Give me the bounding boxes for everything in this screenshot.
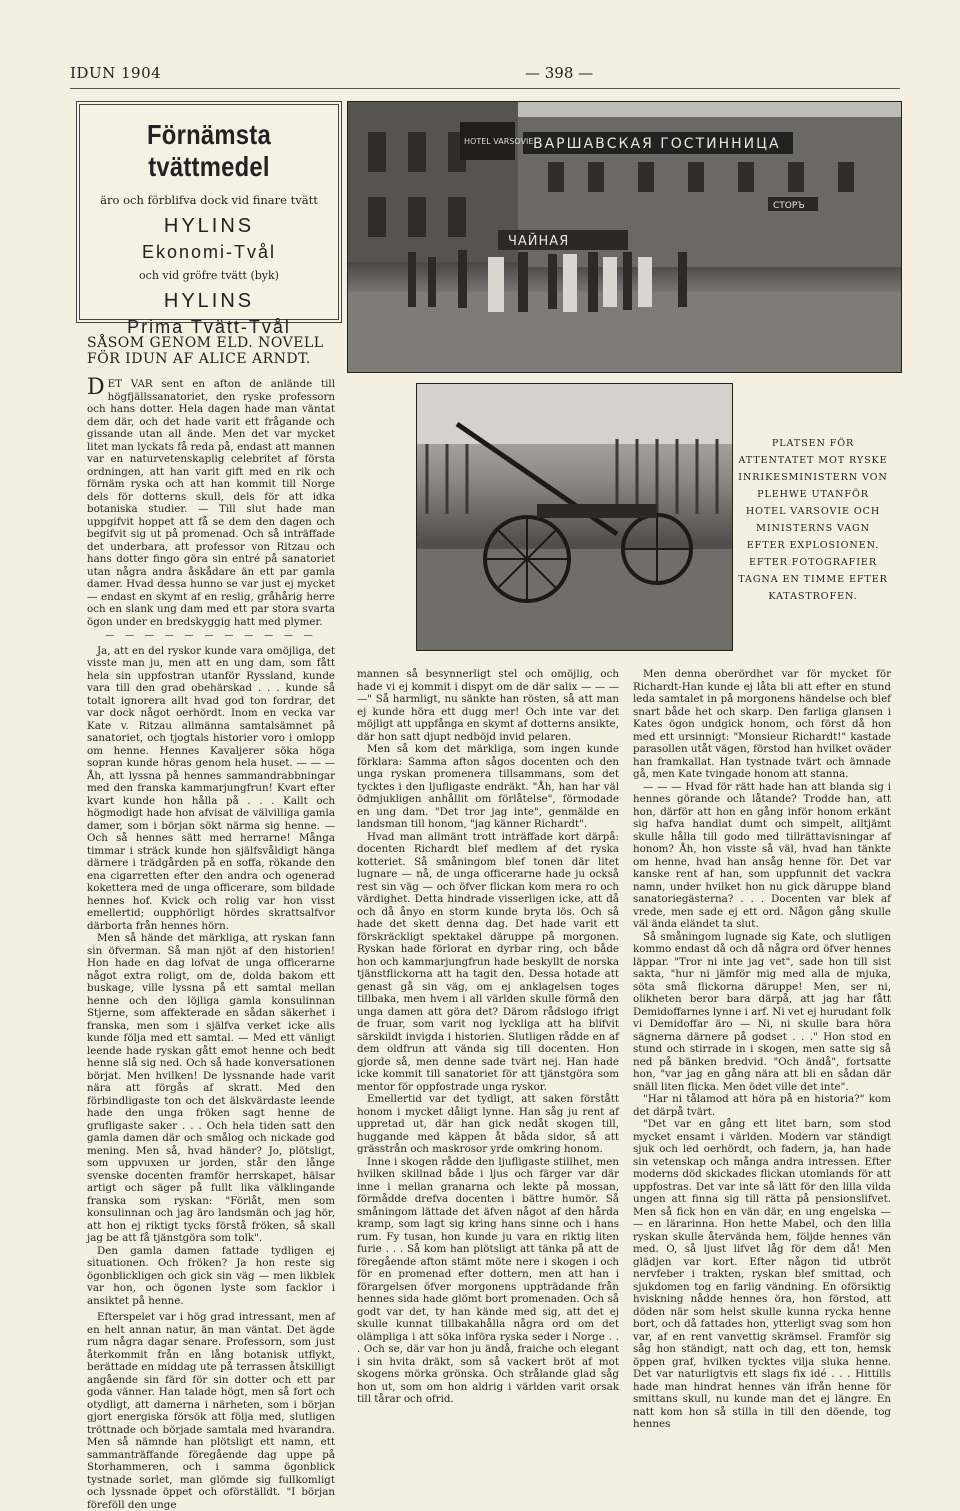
col1-p5: Efterspelet var i hög grad intressant, men af en helt annan natur, än man väntat. Det ägde rum några dagar senare. Professorn, som just återkommit från en lång botanisk utflykt, berättade en middag ute på terrassen åtskilligt angående sin färd för sin dotter och ett par goda vänner. Han talade högt, men så fort och otydligt, att damerna i närheten, som i början gjort energiska försök att följa med, slutligen tröttnade och började samtala med hvarandra. Men så nämnde han plötsligt ett namn, ett sammanträffande föregående dag uppe på Storhammeren, och i samma ögonblick tystnade sorlet, man glömde sig fullkomligt och lyssnade öppet och oförställdt. "I början föreföll den unge (87, 1311, 335, 1511)
page-number: — 398 — (525, 64, 594, 82)
col3-p3: Så småningom lugnade sig Kate, och slutligen kommo endast då och då några ord öfver hennes läppar. "Tror ni inte jag vet", sade hon till sist sakta, "hur ni jämför mig med alla de mjuka, söta små flickorna däruppe! Men, ser ni, olikheten beror bara därpå, att jag har fått Demidoffarnes lynne i arf. Ni vet ej hurudant folk vi Demidoffar äro — Ni, ni skulle bara höra sägnerna därnere på godset . . ." Hon stod en stund och stirrade in i skogen, men satte sig så ned på bänken bredvid. "Och ändå", fortsatte hon, "var jag en gång nära att bli en sådan där snäll liten flicka. Men ödet ville det inte". (633, 930, 891, 1093)
ad-connector: och vid gröfre tvätt (byk) (139, 269, 279, 282)
drop-cap: D (87, 375, 105, 400)
section-divider: — — — — — — — — — — — (105, 631, 317, 641)
story-title: SÅSOM GENOM ELD. NOVELL FÖR IDUN AF ALICE ARNDT. (87, 335, 324, 367)
col2-p2: Men så kom det märkliga, som ingen kunde förklara: Samma afton sågos docenten och den unga ryskan promenera tillsammans, som det tycktes i den ljufligaste endräkt. "Åh, han har väl ödmjukligen anhållit om förlåtelse", förmodade en ung dam. "Det tror jag inte", genmälde en landsman till honom, "jag känner Richardt". (357, 743, 619, 830)
ad-product-2: Prima Tvätt-Tvål (127, 317, 291, 337)
page-header (70, 64, 900, 86)
header-rule (70, 88, 900, 89)
hotel-street-photo (347, 101, 902, 373)
ad-brand-1: HYLINS (163, 215, 255, 237)
col1-p4: Den gamla damen fattade tydligen ej situationen. Och fröken? Ja hon reste sig ögonblickligen och gick sin väg — men likblek var hon, och ögonen lyste som facklor i ansiktet på henne. (87, 1244, 335, 1307)
hotel-street-illustration (348, 102, 901, 372)
text-column-1 (87, 375, 335, 1511)
col3-p2: — — — Hvad för rätt hade han att blanda sig i hennes görande och låtande? Trodde han, att hon, därför att hon en gång inför honom erkänt sig hafva handlat dumt och simpelt, alltjämt skulle hålla till godo med tillrättavisningar af honom? Åh, hon visste så väl, hvad han tänkte om henne, hvad han ansåg henne för. Det var kanske rent af han, som uppfunnit det vackra namn, under hvilket hon nu gick däruppe bland sanatoriegästerna? . . . Docenten var blek af vrede, men sade ej ett ord. Någon gång skulle väl ända eländet ta slut. (633, 780, 891, 930)
carriage-illustration (417, 384, 732, 650)
sign-chainaya: ЧАЙНАЯ (508, 234, 570, 249)
photo-caption: PLATSEN FÖR ATTENTATET MOT RYSKE INRIKESMINISTERN VON PLEHWE UTANFÖR HOTEL VARSOVIE OCH MINISTERNS VAGN EFTER EXPLOSIONEN. EFTER FOTOGRAFIER TAGNA EN TIMME EFTER KATASTROFEN. (738, 438, 888, 602)
text-column-3 (633, 668, 891, 1431)
col2-p4: Emellertid var det tydligt, att saken förstått honom i mycket dåligt lynne. Han såg ju rent af uppretad ut, där han gick nedåt skogen till, huggande med käppen åt båda sidor, så att grässtrån och maskrosor yrde omkring honom. (357, 1093, 619, 1155)
ad-brand-2: HYLINS (163, 290, 255, 312)
col1-p1: ET VAR sent en afton de anlände till högfjällssanatoriet, den ryske professorn och hans dotter. Hela dagen hade man väntat dem där, och det hade varit ett frågande och gissande utan all ände. Men det var mycket litet man lyckats få reda på, endast att mannen var en naturvetenskaplig celebritet af första ordningen, att han varit gift med en rik och förnäm ryska och att han kommit till Norge dels för dotterns skull, dels för att idka botaniska studier. — Till slut hade man uppgifvit hoppet att få se dem den dagen och begifvit sig ut på promenad. Och så inträffade det underbara, att professor von Ritzau och hans dotter fingo göra sin entré på sanatoriet utan några andra åskådare än ett par gamla damer. Hvad dessa hunno se var just ej mycket — endast en skymt af en reslig, gråhårig herre och en slank ung dam med ett par stora svarta ögon under en bredskyggig hatt med plymer. (87, 378, 335, 628)
soap-advertisement (76, 101, 342, 337)
magazine-name: IDUN 1904 (70, 64, 162, 82)
sign-store: СТОРЪ (773, 201, 805, 211)
carriage-wreck-photo (416, 383, 733, 651)
col1-p3: Men så hände det märkliga, att ryskan fann sin öfverman. Så man njöt af den historien! Hon hade en dag lofvat de unga officerarne något extra roligt, om de, dolda bakom ett buskage, ville lyssna på ett samtal mellan henne och den löjliga gamla konsulinnan Stjerne, som affekterade en sådan säkerhet i franska, men som i själfva verket icke alls kunde följa med ett samtal. — Med ett vänligt leende hade ryskan gått emot henne och bedt henne slå sig ned. Och så hade konversationen börjat. Men hvilken! De lyssnande hade varit nära att förgås af skratt. Med den förbindligaste ton och det älskvärdaste leende hade den unga fröken sagt henne de grufligaste saker . . . Och hela tiden satt den gamla damen där och smålog och nickade god mening. Men så, hvad händer? Jo, plötsligt, som uppvuxen ur jorden, står den långe svenske docenten framför herrskapet, hälsar artigt och säger på fullt lika välklingande franska som ryskan: "Förlåt, men som konsulinnan och jag äro landsmän och jag hör, att hon ej riktigt tycks förstå fröken, så skall jag be att få tjänstgöra som tolk". (87, 932, 335, 1244)
col3-p4: "Har ni tålamod att höra på en historia?" kom det därpå tvärt. (633, 1093, 891, 1118)
ad-product-1: Ekonomi-Tvål (141, 242, 277, 262)
col2-p1: mannen så besynnerligt stel och omöjlig, och hade vi ej kommit i dispyt om de där salix — — — —" Så harmligt, nu sänkte han rösten, så att man ej kunde höra ett dugg mer! Och inte var det möjligt att uppfånga en skymt af dotterns ansikte, där hon satt djupt nedböjd invid pelaren. (357, 668, 619, 743)
col1-p2: Ja, att en del ryskor kunde vara omöjliga, det visste man ju, men att en ung dam, som fått hela sin uppfostran utanför Ryssland, kunde vara till den grad obehärskad . . . kunde så totalt ignorera allt hvad god ton fordrar, det var dock något oerhördt. Inom en vecka var Kate v. Ritzau allmänna samtalsämnet på sanatoriet, och tjogtals historier voro i omlopp om henne. Hennes Kavaljerer söka höga sopran kunde höras genom hela huset. — — — Åh, att lyssna på hennes sammandrabbningar med den franska kammarjungfrun! Kvart efter kvart kunde hon hålla på . . . Kallt och högmodigt hade hon afvisat de välvilliga gamla damer, som i början sökt närma sig henne. — Och så hennes sätt med herrarne! Många timmar i sträck kunde hon själfsvåldigt hänga därnere i trädgården på en soffa, rökande den ena cigarretten efter den andra och ogenerad kokettera med de unga officerare, som bildade hennes hof. Kvick och rolig var hon visst emellertid; oupphörligt hördes skrattsalfvor därborta från hennes hörn. (87, 644, 335, 932)
col3-p5: "Det var en gång ett litet barn, som stod mycket ensamt i världen. Modern var ständigt sjuk och led oerhördt, och fadern, ja, han hade sin vetenskap och många andra intressen. Efter moderns död skickades flickan utomlands för att uppfostras. Det var inte så lätt för den lilla vilda ungen att finna sig till rätta på pensionslifvet. Men så fick hon en vän där, en ung engelska — — en lärarinna. Hon hette Mabel, och den lilla ryskan skulle återvända hem, följde hennes vän med. O, så ljust lifvet låg för dem då! Men glädjen var kort. Efter någon tid utbröt nervfeber i trakten, ryskan blef smittad, och sjukdomen tog en farlig vändning. En oförsiktig hviskning nådde hennes öra, hon förstod, att döden när som helst skulle kunna rycka henne bort, och då fattades hon, ytterligt svag som hon var, af en rent vanvettig skrämsel. Framför sig såg hon ständigt, natt och dag, ett ton, hemsk öppen graf, hvilken tycktes vilja sluka henne. Det var naturligtvis ett slags fix idé . . . Hittills hade man hindrat hennes vän ifrån henne för smittans skull, nu kunde man det ej längre. En natt kom hon så stilla in till den döende, tog hennes (633, 1118, 891, 1430)
col2-p5: Inne i skogen rådde den ljufligaste stillhet, men hvilken skillnad både i ljus och färger var där inne i mellan granarna och lekte på mossan, förmådde drefva docenten i bättre humör. Så småningom lättade det äfven något af den hårda kramp, som lagt sig kring hans sinne och i hans rum. Fy tusan, hon kunde ju vara en riktig liten furie . . . Så kom han plötsligt att tänka på att de föregående afton stämt möte nere i skogen i och för en promenad efter dottern, men att han i förargelsen öfver morgonens uppträdande från hennes sida hade glömt bort promenaden. Och så godt var det, ty han kände med sig, att det ej skulle kunnat tillbakahålla några ord om det olämpliga i att söka införa ryska seder i Norge . . . Och se, där var hon ju ändå, fraiche och elegant i sin hvita dräkt, som så vackert bröt af mot skogens mörka grönska. Och strålande glad såg hon ut, som om hon aldrig i världen varit orsak till tårar och ofrid. (357, 1155, 619, 1405)
text-column-2 (357, 668, 619, 1406)
col2-p3: Hvad man allmänt trott inträffade kort därpå: docenten Richardt blef medlem af det ryska kotteriet. Så småningom blef tonen där litet lugnare — nå, de unga officerarne hade ju också rest sin väg — och öfver flickan kom mera ro och värdighet. Detta hindrade visserligen icke, att då och då ånyo en storm kunde bryta lös. Och så hade det skett denna dag. Det hade varit ett förskräckligt spektakel däruppe på morgonen. Ryskan hade förlorat en dyrbar ring, och både hon och kammarjungfrun hade beskyllt de norska tjänstflickorna att ha tagit den. Dessa hotade att genast gå sin väg, om ej anklagelsen toges tillbaka, men hvem i all världen skulle förmå den unga damen att göra det? Därom rådslogo ifrigt de fruar, som varit nog lyckliga att ha blifvit särskildt invigda i historien. Slutligen rådde en af dem oldfrun att vända sig till docenten. Hon gjorde så, men denne sade tvärt nej. Han hade icke kommit till sanatoriet för att tjänstgöra som mentor för oppfostrade unga ryskor. (357, 830, 619, 1093)
ad-headline: Förnämsta tvättmedel (147, 119, 271, 182)
sign-varshavskaya: ВАРШАВСКАЯ ГОСТИННИЦА (533, 136, 781, 152)
ad-subline: äro och förblifva dock vid finare tvätt (100, 193, 318, 207)
col3-p1: Men denna oberördhet var för mycket för Richardt-Han kunde ej låta bli att efter en stund leda samtalet in på morgonens händelse och blef snart både het och skarp. Den farliga glansen i Kates ögon undgick honom, och först då hon med ett ursinnigt: "Monsieur Richardt!" kastade parasollen utåt vägen, förstod han hvilket oväder han framkallat. Han tystnade tvärt och ämnade gå, men Kate tvingade honom att stanna. (633, 668, 891, 780)
col1-opening-paragraph (87, 375, 335, 628)
sign-hotel-varsovie: HOTEL VARSOVIE (464, 137, 534, 146)
